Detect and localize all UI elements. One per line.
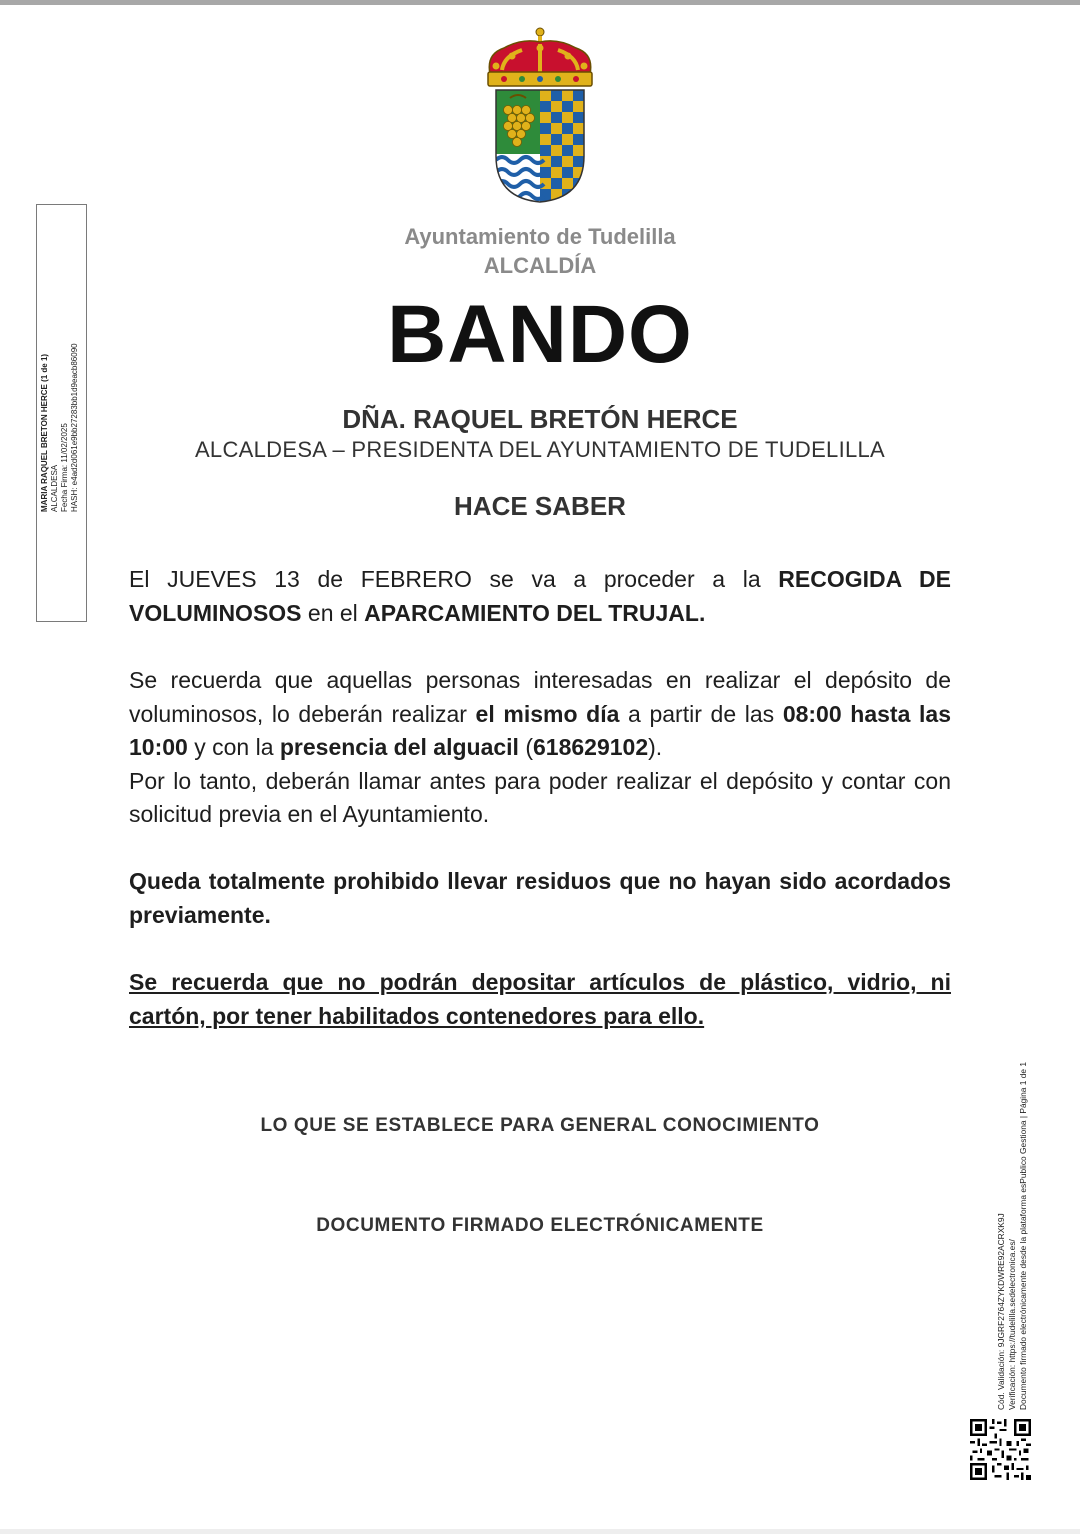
p2-text-5: ). bbox=[648, 734, 663, 761]
mayor-role: ALCALDESA – PRESIDENTA DEL AYUNTAMIENTO DE TUDELILLA bbox=[194, 437, 886, 462]
coat-of-arms-icon bbox=[482, 26, 598, 204]
document-title: BANDO bbox=[387, 289, 693, 380]
p1-bold-location: APARCAMIENTO DEL TRUJAL. bbox=[364, 599, 706, 626]
announcement-heading: HACE SABER bbox=[454, 491, 626, 521]
top-rule bbox=[0, 0, 1080, 5]
council-name: Ayuntamiento de Tudelilla bbox=[404, 224, 676, 249]
paragraph-prohibition: Queda totalmente prohibido llevar residuos que no hayan sido acordados previamente. bbox=[129, 868, 951, 928]
signature-role: ALCALDESA bbox=[50, 464, 59, 512]
validation-url: Verificación: https://tudelilla.sedelectronica.es/ bbox=[1007, 1239, 1017, 1410]
signature-date: Fecha Firma: 11/02/2025 bbox=[60, 423, 69, 512]
p2-text-3: y con la bbox=[187, 734, 280, 761]
paragraph-materials-reminder: Se recuerda que no podrán depositar artículos de plástico, vidrio, ni cartón, por tener habilitados contenedores para ello. bbox=[129, 969, 951, 1029]
validation-details bbox=[996, 955, 1036, 1410]
department-name: ALCALDÍA bbox=[483, 253, 597, 278]
validation-note: Documento firmado electrónicamente desde la plataforma esPublico Gestiona | Página 1 de 1 bbox=[1018, 1061, 1028, 1410]
p1-text-1: El JUEVES 13 de FEBRERO se va a proceder a la bbox=[129, 566, 779, 592]
bottom-rule bbox=[0, 1529, 1080, 1534]
p1-text-2: en el bbox=[301, 599, 365, 626]
p2-text-1: Se recuerda que aquellas personas interesadas en realizar el depósito de voluminosos, lo deberán realizar bbox=[129, 667, 951, 727]
signature-details bbox=[40, 322, 84, 512]
p2-bold-same-day: el mismo día bbox=[475, 700, 620, 727]
closing-statement: LO QUE SE ESTABLECE PARA GENERAL CONOCIMIENTO bbox=[260, 1115, 820, 1136]
mayor-name: DÑA. RAQUEL BRETÓN HERCE bbox=[342, 404, 738, 434]
paragraph-collection-notice bbox=[129, 563, 951, 630]
p2-text-4: ( bbox=[518, 734, 533, 761]
p2-bold-presence: presencia del alguacil bbox=[279, 734, 519, 761]
p2-text-6: Por lo tanto, deberán llamar antes para poder realizar el depósito y contar con solicitud previa en el Ayuntamiento. bbox=[129, 767, 951, 828]
p2-bold-hours: 08:00 hasta las 10:00 bbox=[129, 700, 951, 761]
signed-statement: DOCUMENTO FIRMADO ELECTRÓNICAMENTE bbox=[316, 1215, 764, 1236]
qr-code-icon bbox=[970, 1419, 1031, 1480]
signature-name: MARIA RAQUEL BRETON HERCE (1 de 1) bbox=[40, 353, 49, 512]
p1-bold-service: RECOGIDA DE VOLUMINOSOS bbox=[129, 566, 951, 626]
validation-code: Cód. Validación: 9JGRF2764ZYKDWRE92ACRXK9J bbox=[996, 1213, 1006, 1410]
validation-block bbox=[996, 955, 1036, 1410]
paragraph-instructions bbox=[129, 664, 951, 832]
p2-bold-phone: 618629102 bbox=[533, 734, 649, 761]
signature-hash: HASH: e4ad2d061e9bb27283bb1d9eacb86090 bbox=[70, 343, 79, 512]
p2-text-2: a partir de las bbox=[619, 700, 783, 727]
